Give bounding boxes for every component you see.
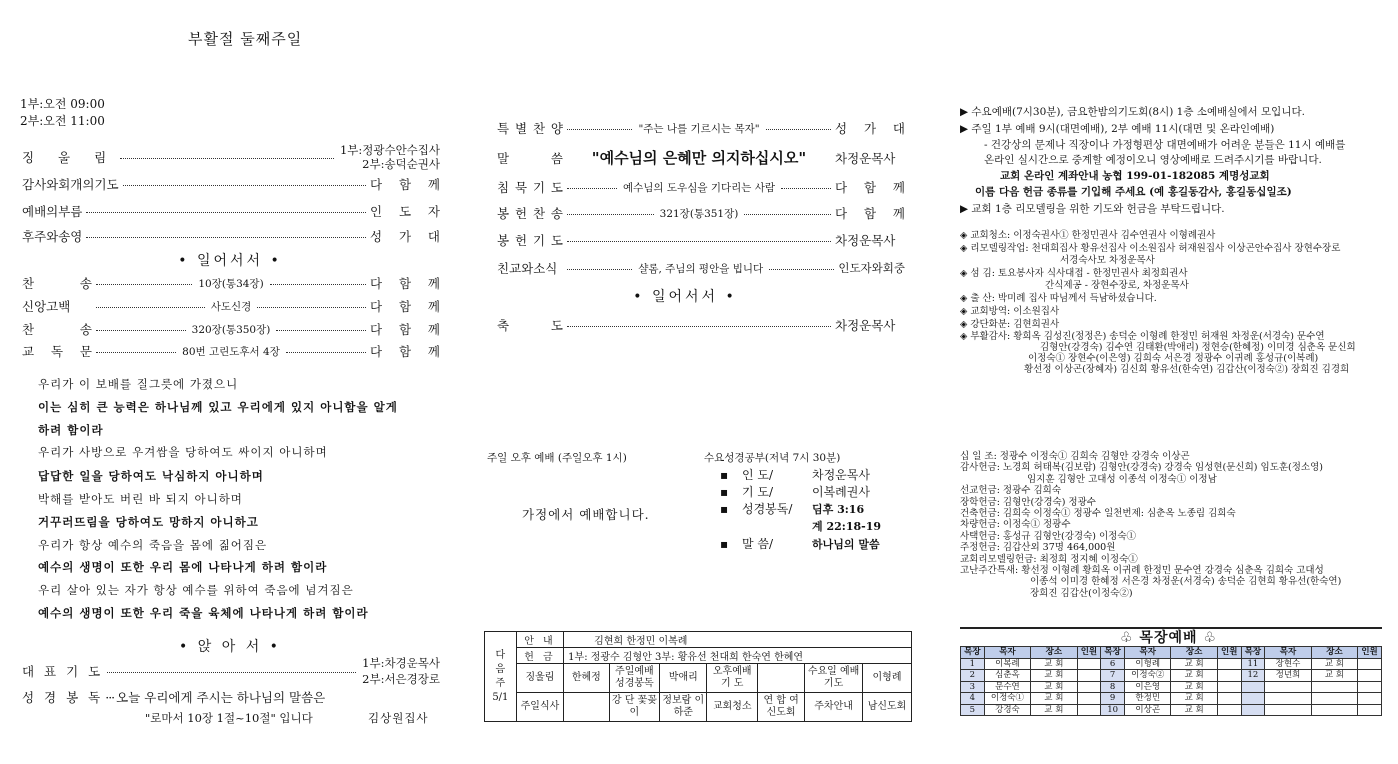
bullet-icon: ▪ [720, 537, 729, 551]
mokjang-cell: 이정숙② [1125, 670, 1171, 682]
next-week-table [484, 631, 912, 722]
verse-line: 답답한 일을 당하여도 낙심하지 아니하며 [38, 469, 264, 483]
mokjang-cell: 6 [1101, 658, 1125, 670]
mokjang-cell: 교 회 [1171, 693, 1217, 705]
cell-value: 이형례 [863, 664, 912, 693]
order-label: 감사와회개의기도 [22, 177, 119, 192]
prayer-list-line: 간식제공 - 장현수장로, 차정운목사 [1045, 280, 1189, 291]
wednesday-value: 이복례권사 [812, 485, 870, 499]
order-who: 다 함 께 [370, 322, 440, 337]
order-label: 축 도 [497, 318, 563, 333]
mokjang-cell [1217, 658, 1241, 670]
verse-line: 우리가 항상 예수의 죽음을 몸에 짊어짐은 [38, 538, 268, 552]
prayer-list-line: 김형안(강경숙) 김수연 김태환(박애리) 정현승(한혜정) 이미경 심춘옥 문신희 [1040, 342, 1356, 353]
offering-list-line: 교회리모델링헌금: 최정희 정지혜 이정숙① [960, 553, 1138, 565]
mokjang-cell [1311, 704, 1357, 716]
mokjang-cell [1265, 704, 1311, 716]
mokjang-cell: 5 [961, 704, 985, 716]
order-label: 교 독 문 [22, 344, 92, 359]
mokjang-cell: 9 [1101, 693, 1125, 705]
mokjang-cell [1217, 704, 1241, 716]
mokjang-cell: 교 회 [1171, 658, 1217, 670]
order-row [497, 259, 905, 277]
afternoon-service: 주일 오후 예배 (주일오후 1시) [487, 452, 627, 464]
offering-list-line: 사택헌금: 홍성규 김형안(강경숙) 이정숙① [960, 530, 1137, 542]
bullet-icon: ▪ [720, 502, 729, 516]
mokjang-cell: 11 [1241, 658, 1265, 670]
bullet-icon: ▪ [720, 485, 729, 499]
order-row [22, 274, 440, 292]
order-who: 차정운목사 [835, 318, 896, 333]
prayer-list-line: 황선정 이상곤(장혜자) 김신희 황유선(한숙연) 김갑산(이정숙②) 장희진 김경희 [1024, 364, 1350, 375]
order-label: 봉 헌 기 도 [497, 233, 563, 248]
order-who: 다 함 께 [835, 180, 906, 195]
order-row-prayer [22, 655, 440, 687]
order-label: 대 표 기 도 [22, 664, 104, 679]
order-content: 사도신경 [210, 300, 252, 313]
mokjang-cell: 교 회 [1031, 670, 1077, 682]
cell-key: 오후예배 기 도 [707, 664, 758, 693]
mokjang-cell [1217, 670, 1241, 682]
notice-line: 온라인 실시간으로 중계할 예정이오니 영상예배로 드려주시기를 바랍니다. [984, 154, 1322, 166]
order-row [497, 119, 905, 137]
cell-value: 연 합 여신도회 [758, 693, 805, 722]
order-row [22, 320, 440, 338]
offering-list-line: 감사헌금: 노경희 허태복(김보람) 김형안(강경숙) 강경숙 임성현(문신희) 임도훈(정소영) [960, 462, 1323, 474]
mokjang-cell [1217, 693, 1241, 705]
mokjang-cell: 교 회 [1031, 693, 1077, 705]
order-who: 인 도 자 [370, 204, 440, 219]
cell-key: 안 내 [516, 632, 563, 648]
service-time-2: 2부:오전 11:00 [20, 114, 105, 128]
mokjang-cell: 강경숙 [984, 704, 1030, 716]
offering-list-line: 이종석 이미경 한혜정 서은경 차정운(서경숙) 송덕순 김현희 황유선(한숙연) [1030, 576, 1342, 588]
mokjang-cell [1358, 670, 1382, 682]
prayer-list-line: ◈ 리모델링작업: 천대희집사 황유선집사 이소원집사 허재원집사 이상곤안수집사 장현수장로 [960, 243, 1341, 254]
mokjang-cell: 이복례 [984, 658, 1030, 670]
cell-value [564, 693, 609, 722]
home-worship-note: 가정에서 예배합니다. [522, 507, 650, 522]
order-label: 징 울 림 [22, 150, 117, 165]
order-who-2: 2부:서은경장로 [362, 672, 440, 686]
cell-value: 한혜정 [564, 664, 609, 693]
wednesday-item [720, 466, 870, 483]
verse-line: 우리가 사방으로 우겨쌈을 당하여도 싸이지 아니하며 [38, 445, 328, 459]
notice-line: ▶ 수요예배(7시30분), 금요한밤의기도회(8시) 1층 소예배실에서 모입니다. [960, 106, 1305, 118]
order-content: 10장(통34장) [198, 277, 264, 290]
prayer-list-line: ◈ 교회방역: 이소원집사 [960, 306, 1060, 317]
order-label: 찬 송 [22, 276, 92, 291]
mokjang-header: 인원 [1077, 647, 1101, 659]
order-row [497, 178, 905, 196]
prayer-list-line: ◈ 교회청소: 이정숙권사① 한정민권사 김수연권사 이형례권사 [960, 230, 1216, 241]
mokjang-cell: 교 회 [1311, 658, 1357, 670]
verse-line: 거꾸러뜨림을 당하여도 망하지 아니하고 [38, 515, 259, 529]
mokjang-cell: 7 [1101, 670, 1125, 682]
prayer-list-line: ◈ 출 산: 박미례 집사 따님께서 득남하셨습니다. [960, 293, 1157, 304]
order-row [22, 227, 440, 245]
mokjang-cell: 3 [961, 681, 985, 693]
offering-list-line: 임지훈 김형안 고대성 이종석 이정숙① 이정남 [1027, 473, 1217, 485]
order-who: 차정운목사 [835, 233, 896, 248]
notice-line: ▶ 교회 1층 리모델링을 위한 기도와 헌금을 부탁드립니다. [960, 203, 1225, 215]
notice-line: 교회 온라인 계좌안내 농협 199-01-182085 계명성교회 [1000, 170, 1270, 182]
mokjang-cell: 4 [961, 693, 985, 705]
prayer-list-line: 이정숙① 장현수(이은영) 김희숙 서은경 정광수 이귀례 홍성규(이복례) [1028, 353, 1319, 364]
order-content: 샬롬, 주님의 평안을 빕니다 [638, 262, 764, 275]
offering-list-line: 주정헌금: 김갑산외 37명 464,000원 [960, 542, 1116, 554]
cell-key: 교회청소 [707, 693, 758, 722]
mokjang-cell: 교 회 [1171, 704, 1217, 716]
verse-line: 박해를 받아도 버린 바 되지 아니하며 [38, 492, 243, 506]
order-who: 다 함 께 [835, 206, 905, 221]
bullet-icon: ▪ [720, 468, 729, 482]
mokjang-header: 목자 [1265, 647, 1311, 659]
notice-line: - 건강상의 문제나 직장이나 가정형편상 대면예배가 어려운 분들은 11시 예배를 [984, 139, 1346, 151]
order-row [22, 297, 440, 315]
mokjang-cell [1358, 704, 1382, 716]
mokjang-header: 목자 [1125, 647, 1171, 659]
wednesday-title: 수요성경공부(저녁 7시 30분) [704, 452, 841, 464]
order-label: 말 씀 [497, 150, 563, 166]
mokjang-cell: 교 회 [1031, 681, 1077, 693]
mokjang-title: ♧ 목장예배 ♧ [1120, 630, 1217, 646]
wednesday-value: 딤후 3:16 [812, 503, 865, 516]
cell-key: 강 단 꽃꽂이 [609, 693, 660, 722]
mokjang-cell: 교 회 [1171, 670, 1217, 682]
cell-value: 정보람 이하준 [660, 693, 707, 722]
cell-key: 주일식사 [516, 693, 563, 722]
verse-line: 이는 심히 큰 능력은 하나님께 있고 우리에게 있지 아니함을 알게 [38, 400, 398, 414]
reading-reference: "로마서 10장 1절~10절" 입니다 [145, 711, 313, 725]
order-label: 신앙고백 [22, 299, 71, 314]
cell-value: 김현희 한정민 이복례 [564, 632, 912, 648]
mokjang-header: 인원 [1358, 647, 1382, 659]
mokjang-cell: 정년희 [1265, 670, 1311, 682]
order-label: 침 묵 기 도 [497, 180, 563, 195]
mokjang-cell: 1 [961, 658, 985, 670]
mokjang-cell [1311, 693, 1357, 705]
mokjang-cell: 교 회 [1171, 681, 1217, 693]
mokjang-header: 목장 [961, 647, 985, 659]
order-label: 예배의부름 [22, 204, 83, 219]
page-title: 부활절 둘째주일 [188, 30, 303, 48]
mokjang-cell [1241, 681, 1265, 693]
cell-value: 박애리 [660, 664, 707, 693]
order-who: 인도자와회중 [838, 261, 905, 275]
order-content: 예수님의 도우심을 기다리는 사람 [623, 181, 776, 194]
order-row [497, 231, 905, 249]
order-content: 320장(통350장) [191, 323, 271, 336]
mokjang-cell [1358, 658, 1382, 670]
wednesday-item [720, 500, 864, 517]
cell-key: 수요일 예배기도 [805, 664, 863, 693]
wednesday-item [720, 535, 880, 552]
mokjang-cell: 교 회 [1311, 670, 1357, 682]
verse-line: 예수의 생명이 또한 우리 죽을 육체에 나타나게 하려 함이라 [38, 606, 369, 620]
mokjang-cell [1241, 704, 1265, 716]
offering-list-line: 장희진 김갑산(이정숙②) [1030, 587, 1133, 599]
mokjang-cell: 장현수 [1265, 658, 1311, 670]
verse-line: 우리 살아 있는 자가 항상 예수를 위하여 죽음에 넘겨짐은 [38, 583, 354, 597]
wednesday-key: 성경봉독/ [742, 502, 793, 516]
verse-line: 하려 함이라 [38, 423, 104, 437]
mokjang-cell: 이형례 [1125, 658, 1171, 670]
mokjang-header: 장소 [1171, 647, 1217, 659]
order-label: 친교와소식 [497, 261, 558, 276]
cell-key: 헌 금 [516, 648, 563, 664]
mokjang-cell: 12 [1241, 670, 1265, 682]
mokjang-cell: 한정민 [1125, 693, 1171, 705]
mokjang-cell: 이정숙① [984, 693, 1030, 705]
offering-list-line: 십 일 조: 정광수 이정숙① 김희숙 김형안 강경숙 이상곤 [960, 451, 1190, 462]
wednesday-value: 계 22:18-19 [812, 520, 882, 533]
mokjang-cell: 심춘옥 [984, 670, 1030, 682]
order-row-sermon [497, 147, 905, 168]
order-content: "주는 나를 기르시는 목자" [638, 122, 760, 135]
order-label: 찬 송 [22, 322, 92, 337]
section-stand-up: • 일어서서 • [633, 289, 737, 305]
mokjang-cell [1241, 693, 1265, 705]
mokjang-cell: 2 [961, 670, 985, 682]
order-row [497, 204, 905, 222]
offering-list-line: 건축헌금: 김희숙 이정숙① 정광수 일천번제: 심춘옥 노종림 김희숙 [960, 508, 1236, 519]
prayer-list-line: ◈ 강단화분: 김현희권사 [960, 319, 1060, 330]
mokjang-cell: 교 회 [1031, 704, 1077, 716]
service-time-1: 1부:오전 09:00 [20, 97, 105, 111]
offering-list-line: 장학헌금: 김형안(강경숙) 정광수 [960, 496, 1096, 508]
sermon-title: "예수님의 은혜만 의지하십시오" [591, 149, 807, 167]
order-who: 성 가 대 [370, 229, 440, 244]
order-who: 차정운목사 [835, 150, 896, 166]
prayer-list-line: ◈ 부활감사: 황희옥 김성진(정정은) 송덕순 이형례 한정민 허재원 차정운(서경숙) 문수연 [960, 331, 1325, 342]
order-label: 특 별 찬 양 [497, 121, 563, 136]
mokjang-cell: 문수연 [984, 681, 1030, 693]
verse-line: 우리가 이 보배를 질그릇에 가졌으니 [38, 377, 239, 391]
mokjang-cell: 이은영 [1125, 681, 1171, 693]
notice-line: 이름 다음 헌금 종류를 기입해 주세요 (예 홍길동감사, 홍길동십일조) [975, 186, 1292, 198]
cell-value: 남신도회 [863, 693, 912, 722]
order-who: 다 함 께 [370, 299, 441, 314]
order-label: 봉 헌 찬 송 [497, 206, 563, 221]
offering-list-line: 고난주간특새: 황선정 이형례 황희옥 이귀례 한정민 문수연 강경숙 심춘옥 김희숙 고대성 [960, 565, 1324, 576]
mokjang-cell [1077, 693, 1101, 705]
mokjang-cell [1077, 681, 1101, 693]
cell-key: 주차안내 [805, 693, 863, 722]
mokjang-header: 목장 [1241, 647, 1265, 659]
wednesday-key: 말 씀/ [742, 537, 774, 551]
cell-key: 징울림 [516, 664, 563, 693]
prayer-list-line: 서경숙사모 차정운목사 [1060, 255, 1155, 266]
offering-list-line: 선교헌금: 정광수 김희숙 [960, 485, 1062, 497]
order-row-reading: 성 경 봉 독 ··· 오늘 우리에게 주시는 하나님의 말씀은 [22, 689, 326, 705]
mokjang-cell [1358, 693, 1382, 705]
wednesday-key: 인 도/ [742, 468, 774, 482]
order-row [497, 316, 905, 334]
wednesday-item [720, 518, 881, 534]
mokjang-cell [1077, 670, 1101, 682]
mokjang-cell [1311, 681, 1357, 693]
notice-line: ▶ 주일 1부 예배 9시(대면예배), 2부 예배 11시(대면 및 온라인예배) [960, 123, 1275, 135]
mokjang-header: 장소 [1031, 647, 1077, 659]
order-who: 다 함 께 [370, 344, 440, 359]
wednesday-value: 하나님의 말씀 [812, 538, 880, 551]
mokjang-cell [1217, 681, 1241, 693]
order-label: 성 경 봉 독 [22, 690, 104, 705]
mokjang-cell [1265, 693, 1311, 705]
wednesday-item [720, 483, 870, 500]
order-content: 321장(통351장) [659, 207, 739, 220]
order-who-2: 2부:송덕순권사 [362, 157, 440, 171]
wednesday-key: 기 도/ [742, 485, 774, 499]
reading-reader: 김상원집사 [368, 711, 429, 725]
order-row-jingul [22, 143, 440, 171]
mokjang-cell [1077, 658, 1101, 670]
order-row [22, 202, 440, 220]
order-row [22, 342, 440, 360]
cell-value: 1부: 정광수 김형안 3부: 황유선 천대희 한숙연 한혜연 [564, 648, 912, 664]
mokjang-header: 인원 [1217, 647, 1241, 659]
mokjang-cell: 이상곤 [1125, 704, 1171, 716]
wednesday-value: 차정운목사 [812, 468, 870, 482]
mokjang-cell: 교 회 [1031, 658, 1077, 670]
section-sit-down: • 앉 아 서 • [179, 639, 281, 655]
order-who-1: 1부:차경운목사 [362, 656, 440, 670]
mokjang-cell: 8 [1101, 681, 1125, 693]
cell-value [758, 664, 805, 693]
mokjang-header: 목자 [984, 647, 1030, 659]
mokjang-cell [1358, 681, 1382, 693]
cell-key: 주일예배 성경봉독 [609, 664, 660, 693]
order-content: 80번 고린도후서 4장 [182, 345, 280, 358]
order-row [22, 175, 440, 193]
mokjang-cell: 10 [1101, 704, 1125, 716]
prayer-list-line: ◈ 섬 김: 토요봉사자 식사대접 - 한정민권사 최정희권사 [960, 268, 1188, 279]
order-who: 다 함 께 [370, 177, 440, 192]
reading-text: 오늘 우리에게 주시는 하나님의 말씀은 [116, 690, 326, 705]
next-week-label: 다 음 주 5/1 [485, 632, 517, 722]
order-who: 다 함 께 [370, 276, 440, 291]
mokjang-cell [1265, 681, 1311, 693]
verse-line: 예수의 생명이 또한 우리 몸에 나타나게 하려 함이라 [38, 560, 328, 574]
mokjang-cell [1077, 704, 1101, 716]
order-label: 후주와송영 [22, 229, 83, 244]
order-who: 성 가 대 [835, 121, 906, 136]
section-stand-up: • 일어서서 • [178, 253, 282, 269]
mokjang-header: 목장 [1101, 647, 1125, 659]
mokjang-table [960, 646, 1382, 716]
order-who-1: 1부:정광수안수집사 [339, 143, 440, 157]
mokjang-header: 장소 [1311, 647, 1357, 659]
offering-list-line: 차량헌금: 이정숙① 정광수 [960, 519, 1071, 531]
